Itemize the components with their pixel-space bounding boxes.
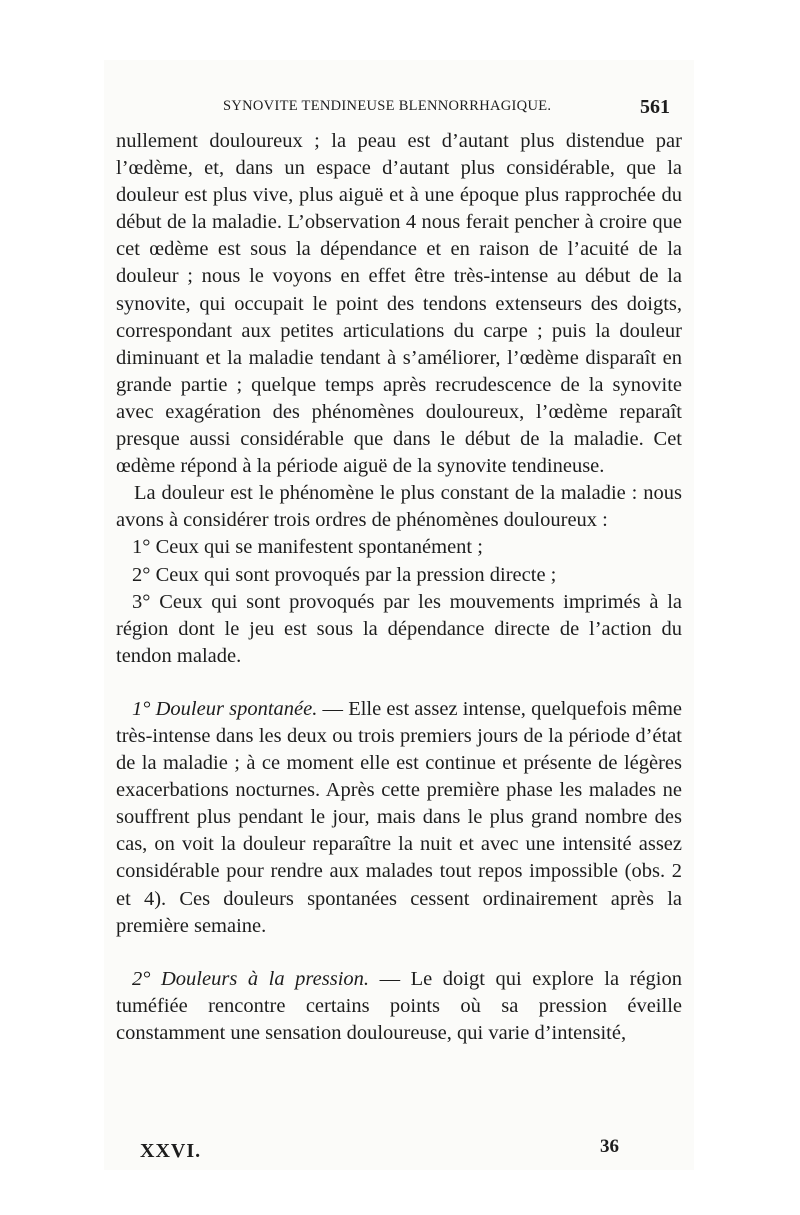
paragraph-douleur: La douleur est le phénomène le plus constant de la maladie : nous avons à considérer trois ordres de phénomènes douloureux :: [116, 482, 682, 532]
main-text: [116, 128, 682, 1047]
section-douleurs-pression: [116, 966, 682, 1047]
section-gap: [116, 940, 682, 966]
list-item-1: 1° Ceux qui se manifestent spontanément ;: [132, 536, 483, 559]
list-item-3: 3° Ceux qui sont provoqués par les mouvements imprimés à la région dont le jeu est sous la dépendance directe de l’action du tendon malade.: [116, 590, 682, 667]
section-gap: [116, 670, 682, 696]
signature-number: 36: [600, 1136, 619, 1157]
page-number: 561: [640, 96, 670, 118]
signature-mark: XXVI.: [140, 1140, 202, 1162]
section-heading-2: 2° Douleurs à la pression.: [132, 967, 370, 990]
paragraph-oedeme: nullement douloureux ; la peau est d’autant plus distendue par l’œdème, et, dans un espace d’autant plus considérable, que la douleur est plus vive, plus aiguë et à une époque plus rapprochée du début de la maladie. L’observation 4 nous ferait pencher à croire que cet œdème est sous la dépendance et en raison de l’acuité de la douleur ; nous le voyons en effet être très-intense au début de la synovite, qui occupait le point des tendons extenseurs des doigts, correspondant aux petites articulations du carpe ; puis la douleur diminuant et la maladie tendant à s’améliorer, l’œdème disparaît en grande partie ; quelque temps après recrudescence de la synovite avec exagération des phénomènes douloureux, l’œdème reparaît presque aussi considérable que dans le début de la maladie. Cet œdème répond à la période aiguë de la synovite tendineuse.: [116, 130, 682, 478]
section-heading-1: 1° Douleur spontanée.: [132, 697, 318, 720]
running-head: SYNOVITE TENDINEUSE BLENNORRHAGIQUE.: [223, 98, 552, 114]
section-text-2: — Le doigt qui explore la région tuméfiée rencontre certains points où sa pression éveille constamment une sensation douloureuse, qui varie d’intensité,: [116, 967, 682, 1044]
list-item-2: 2° Ceux qui sont provoqués par la pression directe ;: [132, 563, 557, 586]
section-text-1: — Elle est assez intense, quelquefois même très-intense dans les deux ou trois premiers jours de la période d’état de la maladie ; à ce moment elle est continue et présente de légères exacerbations nocturnes. Après cette première phase les malades ne souffrent plus pendant le jour, mais dans le plus grand nombre des cas, on voit la douleur reparaître la nuit et avec une intensité assez considérable pour rendre aux malades tout repos impossible (obs. 2 et 4). Ces douleurs spontanées cessent ordinairement après la première semaine.: [116, 697, 682, 937]
section-douleur-spontanee: [116, 696, 682, 940]
